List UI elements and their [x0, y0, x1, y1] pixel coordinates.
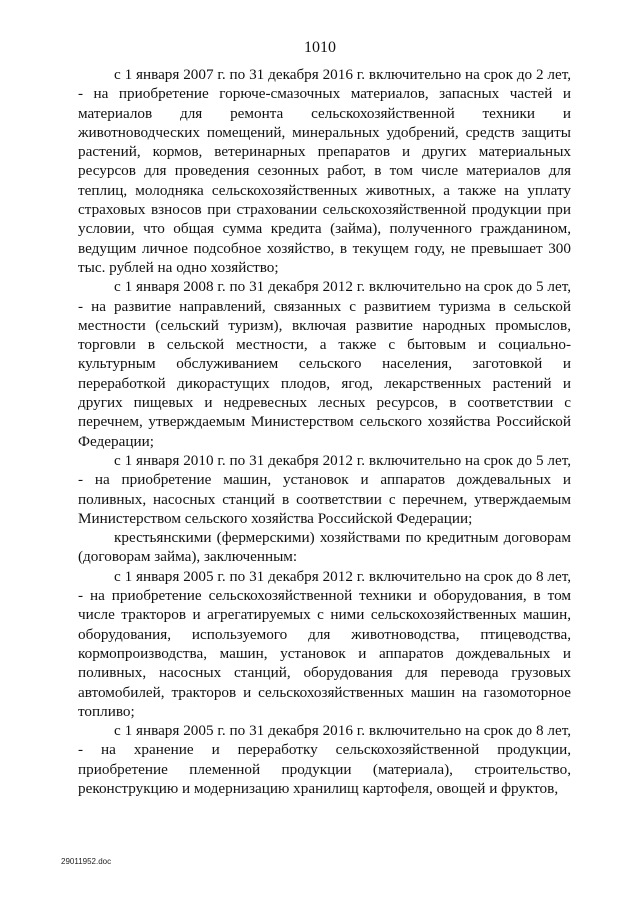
- footer-filename: 29011952.doc: [61, 857, 112, 866]
- paragraph: крестьянскими (фермерскими) хозяйствами по кредитным договорам (договорам займа), заключенным:: [78, 529, 571, 566]
- paragraph: с 1 января 2007 г. по 31 декабря 2016 г. включительно на срок до 2 лет, - на приобретение горюче-смазочных материалов, запасных частей и материалов для ремонта сельскохозяйственной техники и животноводческих помещений, минеральных удобрений, средств защиты растений, кормов, ветеринарных препаратов и других материальных ресурсов для проведения сезонных работ, в том числе материалов для теплиц, молодняка сельскохозяйственных животных, а также на уплату страховых взносов при страховании сельскохозяйственной продукции при условии, что общая сумма кредита (займа), полученного гражданином, ведущим личное подсобное хозяйство, в текущем году, не превышает 300 тыс. рублей на одно хозяйство;: [78, 66, 571, 276]
- paragraph: с 1 января 2005 г. по 31 декабря 2012 г. включительно на срок до 8 лет, - на приобретение сельскохозяйственной техники и оборудования, в том числе тракторов и агрегатируемых с ними сельскохозяйственных машин, оборудования, используемого для животноводства, птицеводства, кормопроизводства, машин, установок и аппаратов дождевальных и поливных, насосных станций, оборудования для перевода грузовых автомобилей, тракторов и сельскохозяйственных машин на газомоторное топливо;: [78, 567, 571, 720]
- page-number: 1010: [304, 39, 336, 56]
- paragraph: с 1 января 2008 г. по 31 декабря 2012 г. включительно на срок до 5 лет, - на развитие направлений, связанных с развитием туризма в сельской местности (сельский туризм), включая развитие народных промыслов, торговли в сельской местности, а также с бытовым и социально-культурным обслуживанием сельского населения, заготовкой и переработкой дикорастущих плодов, ягод, лекарственных растений и других пищевых и недревесных лесных ресурсов, в соответствии с перечнем, утверждаемым Министерством сельского хозяйства Российской Федерации;: [78, 278, 571, 450]
- paragraph: с 1 января 2010 г. по 31 декабря 2012 г. включительно на срок до 5 лет, - на приобретение машин, установок и аппаратов дождевальных и поливных, насосных станций в соответствии с перечнем, утверждаемым Министерством сельского хозяйства Российской Федерации;: [78, 451, 571, 527]
- paragraph: с 1 января 2005 г. по 31 декабря 2016 г. включительно на срок до 8 лет, - на хранение и переработку сельскохозяйственной продукции, приобретение племенной продукции (материала), строительство, реконструкцию и модернизацию хранилищ картофеля, овощей и фруктов,: [78, 722, 571, 797]
- document-body: [78, 65, 571, 798]
